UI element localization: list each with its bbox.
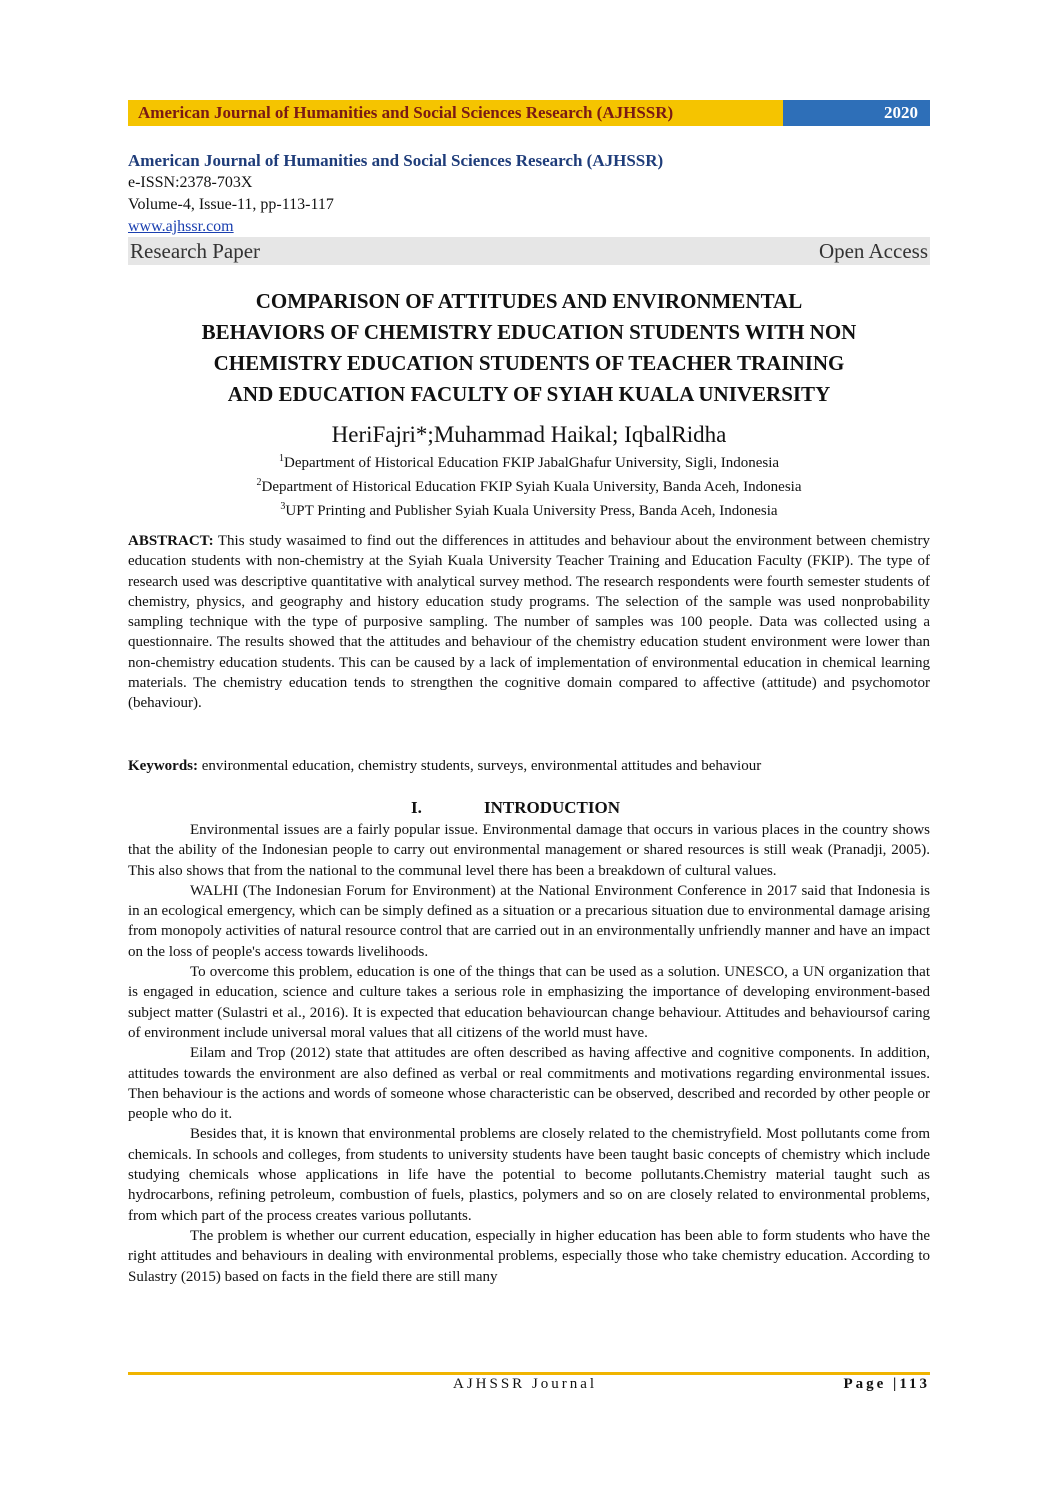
meta-volume: Volume-4, Issue-11, pp-113-117 bbox=[128, 196, 334, 213]
abstract-text: This study wasaimed to find out the differences in attitudes and behaviour about the environment between chemistry education students with non-chemistry at the Syiah Kuala University Teacher Training and Education Faculty (FKIP). The type of research used was descriptive quantitative with analytical survey method. The research respondents were fourth semester students of chemistry, physics, and geography and history education study programs. The selection of the sample was used nonprobability sampling technique with the type of purposive sampling. The number of samples was 100 people. Data was collected using a questionnaire. The results showed that the attitudes and behaviour of the chemistry education student environment were lower than non-chemistry education students. This can be caused by a lack of implementation of environmental education in chemical learning materials. The chemistry education tends to strengthen the cognitive domain compared to affective (attitude) and psychomotor (behaviour). bbox=[128, 533, 930, 712]
header-year: 2020 bbox=[783, 100, 930, 126]
affiliation-3 bbox=[128, 497, 930, 521]
affiliations bbox=[128, 449, 930, 521]
paragraph: To overcome this problem, education is one of the things that can be used as a solution. UNESCO, a UN organization that is engaged in education, science and culture takes a serious role in emphasizing the importance of developing environment-based subject matter (Sulastri et al., 2016). It is expected that education behaviourcan change behaviour. Attitudes and behavioursof caring of environment include universal moral values that all citizens of the world must have. bbox=[128, 964, 930, 1041]
title-line: BEHAVIORS OF CHEMISTRY EDUCATION STUDENTS WITH NON bbox=[201, 320, 857, 344]
footer-divider bbox=[128, 1372, 930, 1375]
abstract bbox=[128, 531, 930, 714]
affiliation-2 bbox=[128, 473, 930, 497]
title-line: AND EDUCATION FACULTY OF SYIAH KUALA UNIVERSITY bbox=[227, 382, 831, 406]
paragraph: The problem is whether our current education, especially in higher education has been able to form students who have the right attitudes and behaviours in dealing with environmental problems, especially those who take chemistry education. According to Sulastry (2015) based on facts in the field there are still many bbox=[128, 1227, 930, 1285]
page-footer bbox=[128, 1376, 930, 1398]
meta-journal-name: American Journal of Humanities and Social Sciences Research (AJHSSR) bbox=[128, 151, 664, 170]
paper-type: Research Paper bbox=[130, 238, 261, 263]
title-line: COMPARISON OF ATTITUDES AND ENVIRONMENTAL bbox=[255, 289, 803, 313]
section-title: INTRODUCTION bbox=[484, 798, 621, 817]
keywords bbox=[128, 756, 930, 776]
header-journal-name: American Journal of Humanities and Social Sciences Research (AJHSSR) bbox=[128, 100, 783, 126]
journal-meta bbox=[128, 150, 930, 238]
paragraph: Eilam and Trop (2012) state that attitudes are often described as having affective and cognitive components. In addition, attitudes towards the environment are also defined as verbal or real commitments and motivations regarding environmental issues. Then behaviour is the actions and words of someone whose characteristic can be observed, described and recorded by other people or people who do it. bbox=[128, 1045, 930, 1123]
journal-website-link[interactable]: www.ajhssr.com bbox=[128, 218, 234, 235]
page-number: Page |113 bbox=[843, 1376, 930, 1392]
affiliation-text: Department of Historical Education FKIP JabalGhafur University, Sigli, Indonesia bbox=[283, 455, 780, 471]
affiliation-mark: 3 bbox=[280, 501, 286, 512]
abstract-label: ABSTRACT: bbox=[128, 533, 214, 549]
affiliation-mark: 2 bbox=[256, 477, 262, 488]
section-number: I. bbox=[411, 798, 422, 817]
paragraph: Besides that, it is known that environmental problems are closely related to the chemistryfield. Most pollutants come from chemicals. In schools and colleges, from students to university students have been taught basic concepts of chemistry which include studying chemicals whose applications in life have the potential to become pollutants.Chemistry material taught such as hydrocarbons, refining petroleum, combustion of fuels, plastics, polymers and so on are closely related to environmental problems, from which part of the process creates various pollutants. bbox=[128, 1126, 930, 1224]
paragraph: WALHI (The Indonesian Forum for Environment) at the National Environment Conference in 2017 said that Indonesia is in an ecological emergency, which can be simply defined as a situation or a precarious situation due to environmental damage arising from monopoly activities of natural resource control that are carried out in an environmentally unfriendly manner and have an impact on the loss of people's access towards livelihoods. bbox=[128, 882, 930, 960]
introduction-body bbox=[128, 820, 930, 1287]
affiliation-text: Department of Historical Education FKIP Syiah Kuala University, Banda Aceh, Indonesia bbox=[261, 479, 802, 495]
journal-header-bar bbox=[128, 100, 930, 126]
paragraph: Environmental issues are a fairly popular issue. Environmental damage that occurs in various places in the country shows that the ability of the Indonesian people to carry out environmental management or shared resources is still weak (Pranadji, 2005). This also shows that from the national to the communal level there has been a breakdown of cultural values. bbox=[128, 822, 930, 879]
affiliation-mark: 1 bbox=[278, 453, 284, 464]
footer-journal: AJHSSR Journal bbox=[453, 1376, 598, 1392]
keywords-text: environmental education, chemistry students, surveys, environmental attitudes and behaviour bbox=[201, 758, 762, 774]
affiliation-1 bbox=[128, 449, 930, 473]
keywords-label: Keywords: bbox=[128, 758, 198, 774]
paper-type-bar bbox=[128, 237, 930, 265]
author-list: HeriFajri*;Muhammad Haikal; IqbalRidha bbox=[331, 422, 727, 447]
affiliation-text: UPT Printing and Publisher Syiah Kuala University Press, Banda Aceh, Indonesia bbox=[285, 503, 778, 519]
access-type: Open Access bbox=[818, 238, 928, 263]
meta-issn: e-ISSN:2378-703X bbox=[128, 174, 253, 191]
title-line: CHEMISTRY EDUCATION STUDENTS OF TEACHER TRAINING bbox=[213, 351, 845, 375]
paper-title bbox=[128, 286, 930, 410]
